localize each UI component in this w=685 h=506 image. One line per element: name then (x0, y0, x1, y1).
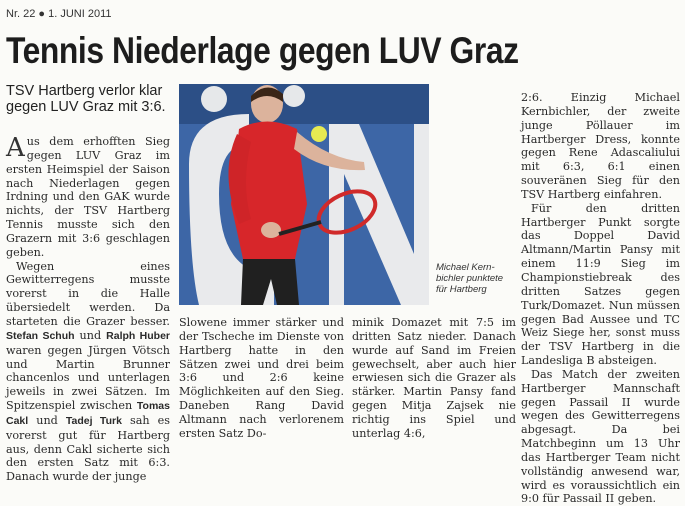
issue-line: Nr. 22 ● 1. JUNI 2011 (6, 8, 112, 20)
paragraph: Das Match der zweiten Hartberger Mannschaft gegen Passail II wurde wegen des Gewitterregens abgesagt. Da bei Matchbeginn um 13 Uhr das Hartberger Team nicht vollständig anwesend war, wird es voraussichtlich ein 9:0 für Passail II geben. (521, 367, 680, 506)
photo-illustration (179, 84, 429, 305)
photo-caption: Michael Kernbichler punktete für Hartberg (436, 262, 504, 295)
paragraph: us dem erhofften Sieg gegen LUV Graz im ersten Heimspiel der Saison nach Niederlagen gegen Irdning und den GAK wurde nichts, der TSV Hartberg Tennis musste sich den Grazern mit 3:6 geschlagen geben. (6, 135, 170, 259)
subhead: TSV Hartberg verlor klar gegen LUV Graz mit 3:6. (6, 83, 166, 115)
headline: Tennis Niederlage gegen LUV Graz (6, 30, 519, 71)
paragraph: minik Domazet mit 7:5 im dritten Satz nieder. Danach wurde auf Sand im Freien gewechselt, aber auch hier erwiesen sich die Grazer als stärker. Martin Pansy fand gegen Mitja Zajsek nie richtig ins Spiel und unterlag 4:6, (352, 316, 516, 440)
text-run: und (28, 413, 66, 427)
drop-cap: A (6, 133, 25, 163)
paragraph (6, 260, 170, 485)
player-name: Stefan Schuh (6, 329, 75, 342)
article-column-1 (6, 135, 170, 484)
article-column-4 (521, 91, 680, 506)
text-run: und (74, 328, 107, 342)
paragraph: 2:6. Einzig Michael Kernbichler, der zweite junge Pöllauer im Hartberger Dress, konnte gegen Rene Adascaliului mit 6:3, 6:1 einen souveränen Sieg für den TSV Hartberg einfahren. (521, 91, 680, 201)
player-name: Tomas Cakl (6, 400, 170, 427)
player-name: Ralph Huber (106, 329, 171, 342)
player-name: Tadej Turk (65, 414, 122, 427)
text-run: waren gegen Jürgen Vötsch und Martin Brunner chancenlos und unterlagen jeweils in zwei Sätzen. Im Spitzenspiel zwischen (6, 343, 170, 413)
tennis-player-photo (179, 84, 429, 305)
text-run: Wegen eines Gewitterregens musste vorerst in die Halle übersiedelt werden. Da starteten die Grazer besser. (6, 259, 170, 328)
article-column-2 (179, 316, 344, 441)
paragraph: Für den dritten Hartberger Punkt sorgte das Doppel David Altmann/Martin Pansy mit einem 11:9 Sieg im Championstiebreak des dritten Satzes gegen Turk/Domazet. Nun müssen gegen Bad Aussee und TC Weiz Siege her, sonst muss der TSV Hartberg in die Landesliga B absteigen. (521, 201, 680, 368)
text-run: sah es vorerst gut für Hartberg aus, denn Cakl sicherte sich den ersten Satz mit 6:3. Danach wurde der junge (6, 413, 171, 484)
paragraph: Slowene immer stärker und der Tscheche im Dienste von Hartberg hatte in den Sätzen zwei und drei beim 3:6 und 2:6 keine Möglichkeiten auf den Sieg. Daneben Rang David Altmann nach verlorenem ersten Satz Do- (179, 316, 344, 440)
article-column-3 (352, 316, 516, 441)
